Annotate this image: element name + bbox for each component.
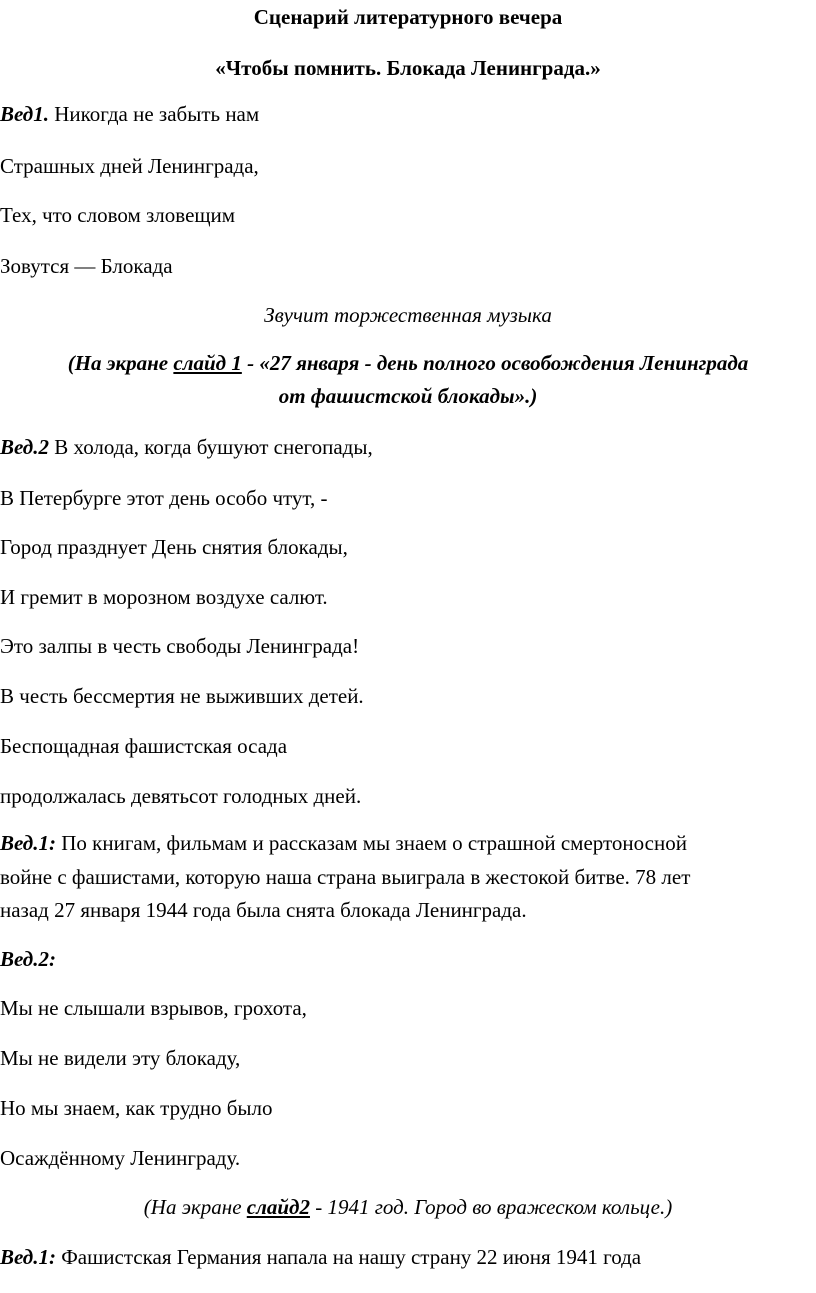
verse-line: Осаждённому Ленинграду. [0,1146,241,1170]
speaker-label: Вед.1: [0,1245,56,1269]
block5-line-1 [0,1244,641,1270]
verse-line: В холода, когда бушуют снегопады, [54,435,373,459]
document-subtitle: «Чтобы помнить. Блокада Ленинграда.» [215,56,601,80]
speaker-label: Вед.2: [0,947,56,971]
prose-text: Фашистская Германия напала на нашу страну 22 июня 1941 года [61,1245,642,1269]
block1-line-1 [0,101,259,127]
verse-line: В честь бессмертия не выживших детей. [0,684,364,708]
prose-text: назад 27 января 1944 года была снята блокада Ленинграда. [0,898,527,922]
prose-text: По книгам, фильмам и рассказам мы знаем о страшной смертоносной [61,831,687,855]
speaker-label: Вед1. [0,102,49,126]
speaker-label: Вед.2 [0,435,49,459]
document-title: Сценарий литературного вечера [253,5,563,29]
block2-line-1 [0,434,373,460]
slide-reference: слайд2 [246,1195,310,1219]
verse-line: Беспощадная фашистская осада [0,734,288,758]
verse-line: И гремит в морозном воздухе салют. [0,585,328,609]
verse-line: Страшных дней Ленинграда, [0,154,259,178]
stage-direction-slide1-line2: от фашистской блокады».) [278,384,538,408]
verse-line: Город празднует День снятия блокады, [0,535,348,559]
verse-line: Но мы знаем, как трудно было [0,1096,273,1120]
stage-direction-slide1-line1: (На экране слайд 1 - «27 января - день полного освобождения Ленинграда [67,351,749,375]
verse-line: В Петербурге этот день особо чтут, - [0,486,328,510]
verse-line: Мы не видели эту блокаду, [0,1046,241,1070]
block3-line-1 [0,830,687,856]
stage-direction-music: Звучит торжественная музыка [264,303,552,327]
verse-line: Никогда не забыть нам [54,102,260,126]
speaker-label: Вед.1: [0,831,56,855]
slide-reference: слайд 1 [173,351,242,375]
stage-direction-slide2: (На экране слайд2 - 1941 год. Город во вражеском кольце.) [143,1195,673,1219]
verse-line: Зовутся — Блокада [0,254,173,278]
prose-text: войне с фашистами, которую наша страна выиграла в жестокой битве. 78 лет [0,865,691,889]
verse-line: продолжалась девятьсот голодных дней. [0,784,362,808]
verse-line: Тех, что словом зловещим [0,203,236,227]
verse-line: Это залпы в честь свободы Ленинграда! [0,634,360,658]
verse-line: Мы не слышали взрывов, грохота, [0,996,307,1020]
